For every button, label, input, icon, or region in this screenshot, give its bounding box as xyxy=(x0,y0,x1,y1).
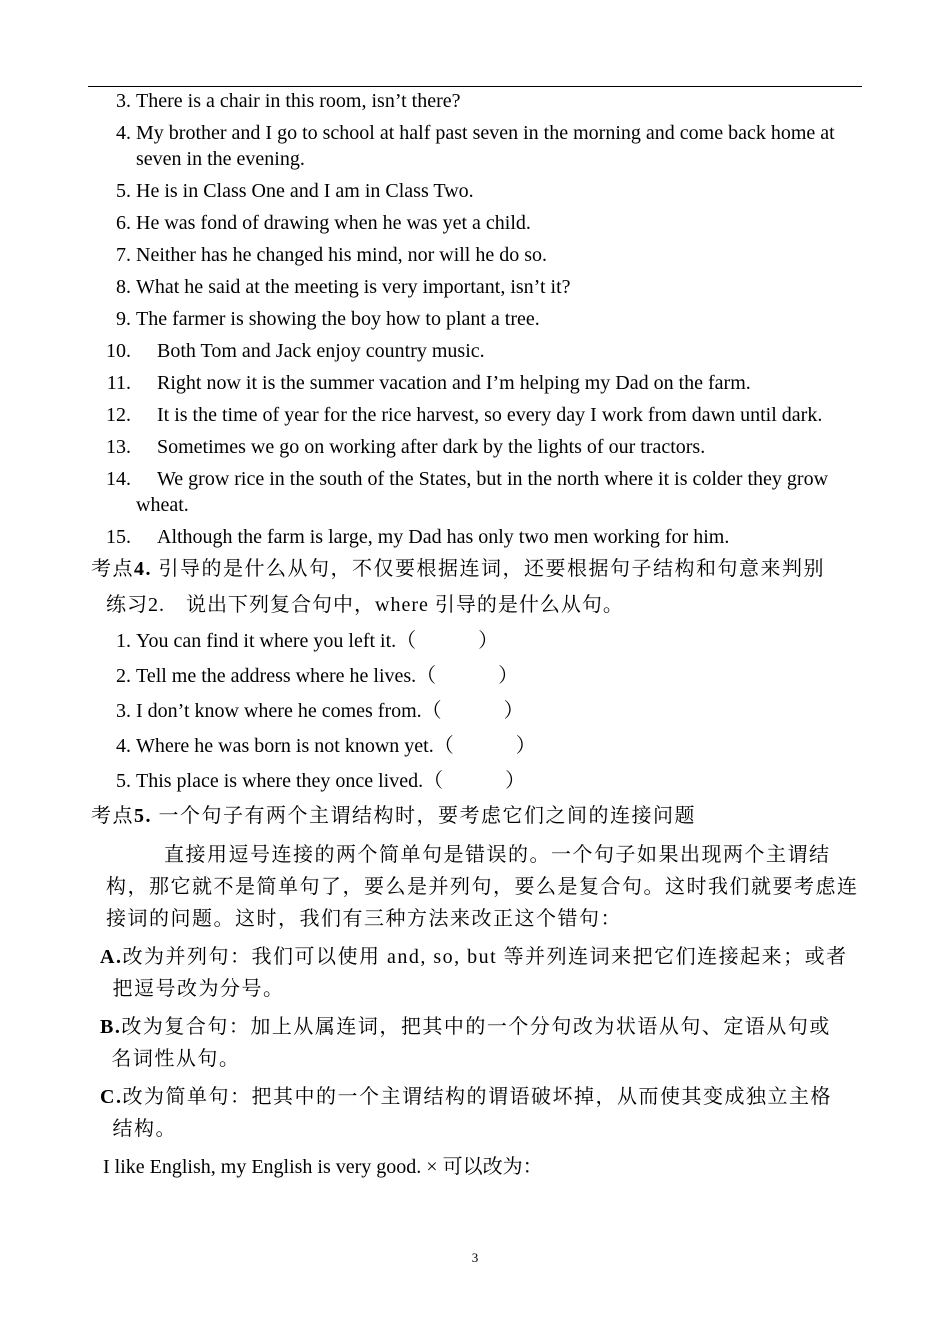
item-text: We grow rice in the south of the States, but in the north where it is colder they grow wheat. xyxy=(136,468,829,516)
explanation-paragraph: 直接用逗号连接的两个简单句是错误的。一个句子如果出现两个主谓结构，那它就不是简单句了，要么是并列句，要么是复合句。这时我们就要考虑连接词的问题。这时，我们有三种方法来改正这个错句： xyxy=(106,844,859,930)
item-text: Neither has he changed his mind, nor will he do so. xyxy=(136,244,548,266)
exercise-2-heading: 练习2. 说出下列复合句中，where 引导的是什么从句。 xyxy=(106,594,624,616)
item-number: 7. xyxy=(116,244,131,266)
item-text: He was fond of drawing when he was yet a child. xyxy=(136,212,531,234)
item-number: 11. xyxy=(106,372,131,394)
item-number: 12. xyxy=(106,404,131,426)
list-item xyxy=(88,466,864,518)
list-item xyxy=(88,88,864,114)
item-number: 4. xyxy=(116,122,131,144)
list-item xyxy=(88,210,864,236)
item-number: 8. xyxy=(116,276,131,298)
item-text: He is in Class One and I am in Class Two. xyxy=(136,180,474,202)
item-number: 9. xyxy=(116,308,131,330)
option-a: A. 改为并列句：我们可以使用 and, so, but 等并列连词来把它们连接起来；或者 把逗号改为分号。 xyxy=(100,946,848,1000)
list-item xyxy=(88,274,864,300)
item-number: 6. xyxy=(116,212,131,234)
item-number: 15. xyxy=(106,526,131,548)
item-text: There is a chair in this room, isn’t there? xyxy=(136,90,461,112)
exercise-item: 2. Tell me the address where he lives.（ ） xyxy=(116,665,519,687)
list-item xyxy=(88,242,864,268)
list-item xyxy=(88,434,864,460)
item-text: Although the farm is large, my Dad has only two men working for him. xyxy=(157,526,730,548)
item-text: It is the time of year for the rice harvest, so every day I work from dawn until dark. xyxy=(157,404,823,426)
item-text: The farmer is showing the boy how to plant a tree. xyxy=(136,308,540,330)
item-text: Sometimes we go on working after dark by the lights of our tractors. xyxy=(157,436,706,458)
list-item xyxy=(88,370,864,396)
item-number: 10. xyxy=(106,340,131,362)
item-number: 5. xyxy=(116,180,131,202)
exercise-item: 1. You can find it where you left it.（ ） xyxy=(116,630,499,652)
header-rule xyxy=(88,86,862,87)
example-sentence: I like English, my English is very good. × 可以改为： xyxy=(103,1156,543,1178)
exercise-item: 4. Where he was born is not known yet.（ ） xyxy=(116,735,536,757)
list-item xyxy=(88,306,864,332)
list-item xyxy=(88,402,864,428)
item-text: My brother and I go to school at half past seven in the morning and come back home at seven in the evening. xyxy=(136,122,835,170)
point-4-heading: 考点4. 引导的是什么从句，不仅要根据连词，还要根据句子结构和句意来判别 xyxy=(91,558,825,580)
item-text: What he said at the meeting is very important, isn’t it? xyxy=(136,276,571,298)
item-number: 14. xyxy=(106,468,131,490)
item-number: 3. xyxy=(116,90,131,112)
item-text: Right now it is the summer vacation and I’m helping my Dad on the farm. xyxy=(157,372,751,394)
option-b: B. 改为复合句：加上从属连词，把其中的一个分句改为状语从句、定语从句或 名词性从句。 xyxy=(100,1016,831,1070)
list-item xyxy=(88,338,864,364)
item-number: 13. xyxy=(106,436,131,458)
item-text: Both Tom and Jack enjoy country music. xyxy=(157,340,485,362)
exercise-item: 5. This place is where they once lived.（ ） xyxy=(116,770,526,792)
list-item xyxy=(88,524,864,550)
exercise-item: 3. I don’t know where he comes from.（ ） xyxy=(116,700,524,722)
list-item xyxy=(88,120,864,172)
page-content xyxy=(88,88,864,1183)
option-c: C. 改为简单句：把其中的一个主谓结构的谓语破坏掉，从而使其变成独立主格 结构。 xyxy=(100,1086,832,1140)
list-item xyxy=(88,178,864,204)
page-number: 3 xyxy=(471,1250,479,1265)
point-5-heading: 考点5. 一个句子有两个主谓结构时，要考虑它们之间的连接问题 xyxy=(91,805,696,827)
